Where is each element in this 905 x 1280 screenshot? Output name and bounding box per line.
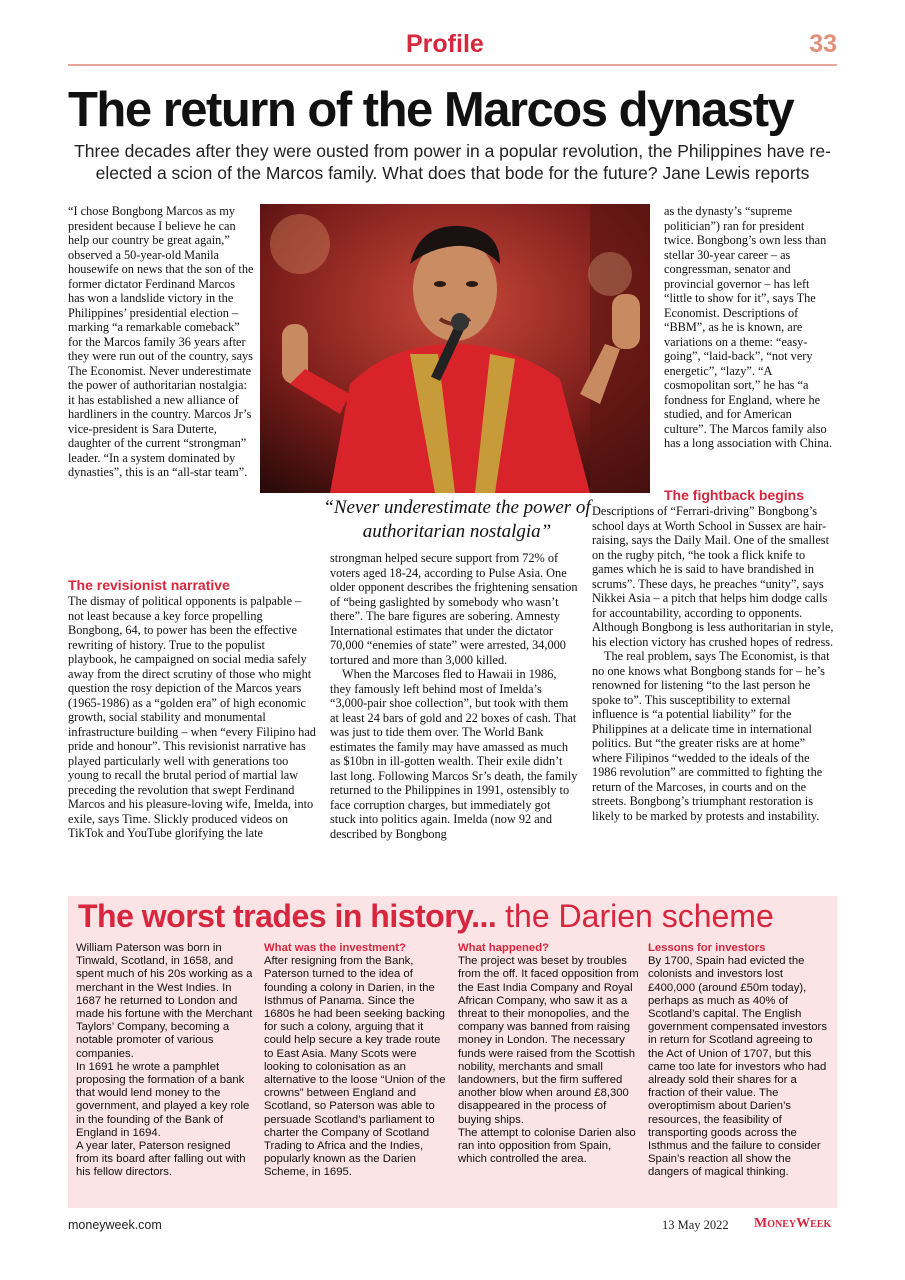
article-title: The return of the Marcos dynasty [68,83,794,137]
article-column-1-top [68,204,254,480]
article-paragraph: as the dynasty’s “supreme politician”) ran for president twice. Bongbong’s own less than stellar 30-year career – as congressman, senator and provincial governor – has left “little to show for it”, says The Economist. Descriptions of “BBM”, as he is known, are variations on a theme: “easy-going”, “laid-back”, “not very energetic”, “lazy”. “A cosmopolitan sort,” he has “a fondness for England, where he studied, and for American culture”. The Marcos family also has a long association with China. [664,204,833,450]
article-column-2 [330,551,578,841]
article-paragraph: The dismay of political opponents is palpable – not least because a key force propelling Bongbong, 64, to power has been the effective rewriting of history. True to the populist playbook, he campaigned on social media safely away from the direct scrutiny of those who might question the rosy depiction of the Marcos years (1965-1986) as a “golden era” of high economic growth, social stability and monumental infrastructure building – when “every Filipino had pride and honour”. This revisionist narrative has played particularly well with generations too young to recall the brutal period of martial law preceding the revolution that swept Ferdinand Marcos and his pleasure-loving wife, Imelda, into exile, says Time. Slickly produced videos on TikTok and YouTube glorifying the late [68,594,316,840]
footer-brand: MoneyWeek [754,1216,832,1231]
article-paragraph: strongman helped secure support from 72% of voters aged 18-24, according to Pulse Asia. One older opponent describes the frightening sensation of “being gaslighted by somebody who wasn’t there”. The bare figures are sobering. Amnesty International estimates that under the dictator 70,000 “enemies of state” were arrested, 34,000 tortured and more than 3,000 killed. [330,551,578,667]
marcos-photo [260,204,650,493]
article-column-3-bottom [592,487,837,823]
worst-trades-col-2 [264,942,446,1180]
subhead-revisionist: The revisionist narrative [68,577,230,593]
box-paragraph: By 1700, Spain had evicted the colonists and investors lost £400,000 (around £50m today), perhaps as much as 40% of Scotland’s capital. The English government compensated investors in return for Scotland agreeing to the Act of Union of 1707, but this came too late for investors who had already sold their shares for a fraction of their value. The overoptimism about Darien’s resources, the feasibility of transporting goods across the Isthmus and the failure to consider Spain’s reaction all show the dangers of magical thinking. [648,955,827,1179]
box-paragraph: A year later, Paterson resigned from its board after falling out with his fellow directors. [76,1140,246,1179]
worst-trades-col-4 [648,942,830,1180]
worst-trades-title [78,898,774,935]
box-heading-investment: What was the investment? [264,942,406,954]
article-intro: “I chose Bongbong Marcos as my president because I believe he can help our country be great again,” observed a 50-year-old Manila housewife on news that the son of the former dictator Ferdinand Marcos has won a landslide victory in the Philippines’ presidential election – marking “a remarkable comeback” for the Marcos family 36 years after they were run out of the country, says The Economist. Never underestimate the power of authoritarian nostalgia: it has established a new alliance of hardliners in the country. Marcos Jr’s vice-president is Sara Duterte, daughter of the current “strongman” leader. “In a system dominated by dynasties”, this is an “all-star team”. [68,204,254,479]
header-rule [68,64,837,66]
article-standfirst: Three decades after they were ousted from power in a popular revolution, the Philippines have re-elected a scion of the Marcos family. What does that bode for the future? Jane Lewis reports [74,141,831,183]
footer-site: moneyweek.com [68,1218,162,1232]
footer-date: 13 May 2022 [662,1218,729,1232]
worst-trades-title-light: the Darien scheme [496,898,774,934]
section-label: Profile [406,30,484,58]
box-heading-lessons: Lessons for investors [648,942,766,954]
pull-quote: “Never underestimate the power of authoritarian nostalgia” [323,497,591,542]
box-paragraph: The project was beset by troubles from the off. It faced opposition from the East India Company and Royal African Company, who saw it as a threat to their monopolies, and the company was banned from raising money in London. The necessary funds were raised from the Scottish nobility, merchants and small landowners, but the firm suffered another blow when around £8,300 disappeared in the process of buying ships. [458,955,639,1126]
article-paragraph: Descriptions of “Ferrari-driving” Bongbong’s school days at Worth School in Sussex are hair-raising, says the Daily Mail. One of the smallest on the rugby pitch, “he took a flick knife to games which he is said to have brandished in scrums”. These days, he preaches “unity”, says Nikkei Asia – a pitch that helps him dodge calls for accountability, according to opponents. Although Bongbong is less authoritarian in style, his election victory has crushed hopes of redress. [592,504,834,649]
subhead-fightback: The fightback begins [664,487,805,503]
worst-trades-col-1 [76,942,256,1180]
speaker-illustration [260,204,650,493]
page-number: 33 [809,30,837,58]
worst-trades-title-bold: The worst trades in history... [78,898,497,934]
box-paragraph: William Paterson was born in Tinwald, Scotland, in 1658, and spent much of his 20s working as a merchant in the West Indies. In 1687 he returned to London and made his fortune with the Merchant Taylors’ Company, becoming a notable promoter of various companies. [76,942,253,1060]
article-column-1-bottom [68,577,316,841]
box-heading-happened: What happened? [458,942,549,954]
box-paragraph: In 1691 he wrote a pamphlet proposing the formation of a bank that would lend money to the government, and played a key role in the founding of the Bank of England in 1694. [76,1060,250,1139]
box-paragraph: The attempt to colonise Darien also ran into opposition from Spain, which controlled the area. [458,1126,636,1166]
box-paragraph: After resigning from the Bank, Paterson turned to the idea of founding a colony in Darien, in the Isthmus of Panama. Since the 1680s he had been seeking backing for such a colony, arguing that it could help secure a key trade route to East Asia. Many Scots were looking to colonisation as an alternative to the loose “Union of the crowns” between England and Scotland, so Paterson was able to persuade Scotland’s parliament to charter the Company of Scotland Trading to Africa and the Indies, popularly known as the Darien Scheme, in 1695. [264,955,446,1179]
article-column-3-top [664,204,837,451]
worst-trades-col-3 [458,942,640,1166]
article-paragraph: When the Marcoses fled to Hawaii in 1986, they famously left behind most of Imelda’s “3,000-pair shoe collection”, but took with them at least 24 bars of gold and 22 boxes of cash. That was just to tide them over. The World Bank estimates the family may have amassed as much as $10bn in ill-gotten wealth. Their exile didn’t last long. Following Marcos Sr’s death, the family returned to the Philippines in 1991, ostensibly to face corruption charges, but immediately got stuck into politics again. Imelda (now 92 and described by Bongbong [330,667,578,841]
article-paragraph: The real problem, says The Economist, is that no one knows what Bongbong stands for – he’s renowned for listening “to the last person he spoke to”. This susceptibility to external influence is “a potential liability” for the Philippines at a delicate time in international politics. But “the greater risks are at home” where Filipinos “wedded to the ideals of the 1986 revolution” are committed to fighting the return of the Marcoses, in courts and on the streets. Bongbong’s triumphant restoration is likely to be marked by protests and instability. [592,649,830,823]
